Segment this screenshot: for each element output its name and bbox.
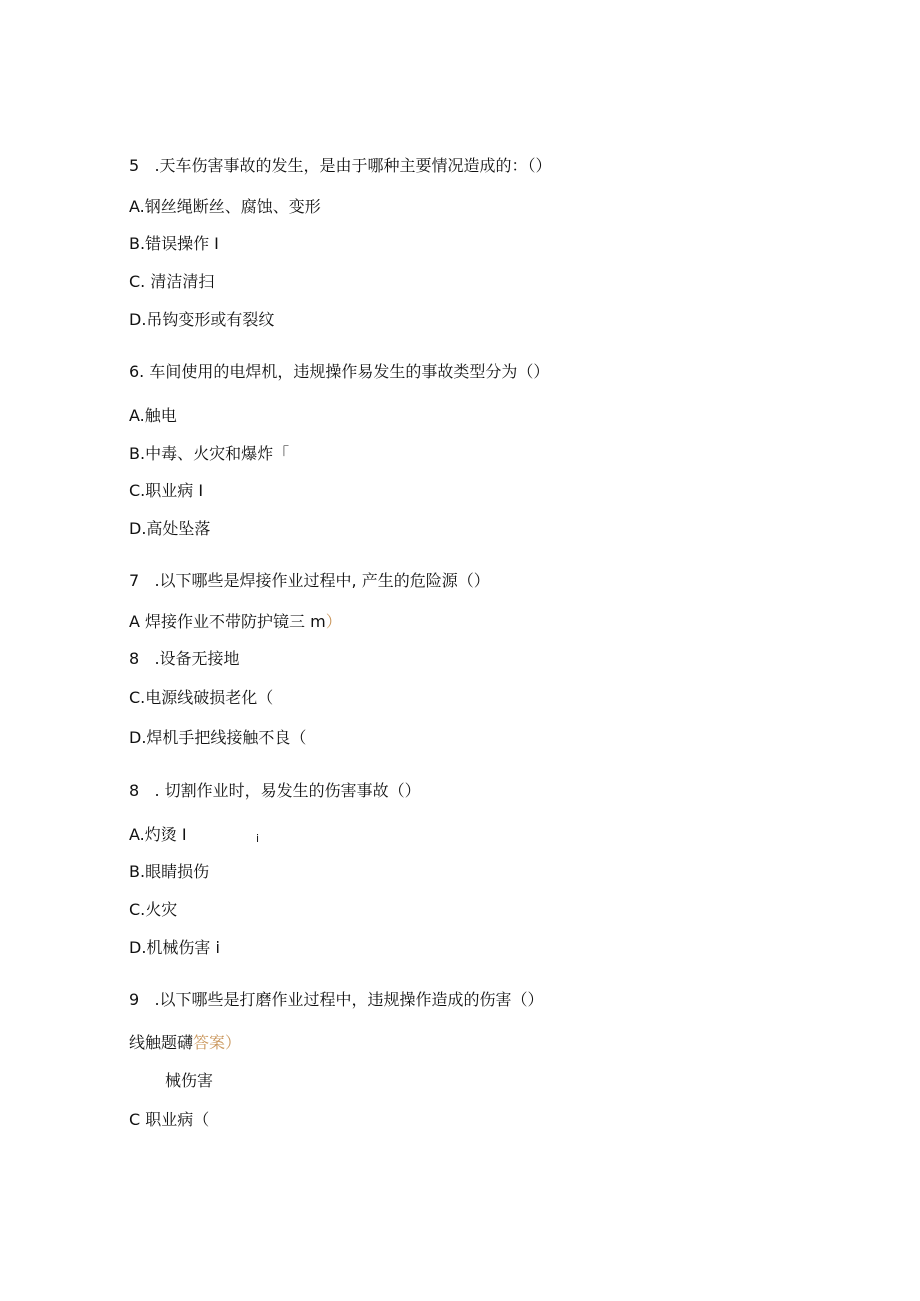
question-7-option-d: D.焊机手把线接触不良（	[129, 728, 307, 747]
question-6-option-d: D.高处坠落	[129, 519, 211, 538]
question-5-stem: 5 .天车伤害事故的发生，是由于哪种主要情况造成的：（）	[129, 156, 552, 175]
question-8-stem: 8 . 切割作业时，易发生的伤害事故（）	[129, 781, 421, 800]
stray-mark: i	[256, 832, 260, 845]
question-9-option-c: C 职业病（	[129, 1110, 210, 1129]
question-6-option-c: C.职业病 I	[129, 481, 204, 500]
question-6-option-a: A.触电	[129, 406, 177, 425]
question-6-stem: 6. 车间使用的电焊机，违规操作易发生的事故类型分为（）	[129, 362, 550, 381]
question-9-option-b: 械伤害	[165, 1071, 214, 1090]
question-7-option-a	[129, 612, 342, 632]
question-8-option-b: B.眼睛损伤	[129, 862, 210, 881]
question-5-option-d: D.吊钩变形或有裂纹	[129, 310, 275, 329]
question-7-option-b: 8 .设备无接地	[129, 649, 240, 668]
question-9-option-a	[129, 1033, 241, 1053]
question-5-option-c: C. 清洁清扫	[129, 272, 215, 291]
question-6-option-b: B.中毒、火灾和爆炸「	[129, 444, 290, 463]
question-7-option-a-text: A 焊接作业不带防护镜三 m	[129, 612, 326, 631]
question-7-option-a-mark: ）	[325, 612, 342, 631]
question-7-option-c: C.电源线破损老化（	[129, 688, 274, 707]
question-9-option-a-mark: 答案）	[193, 1033, 242, 1052]
question-8-option-c: C.火灾	[129, 900, 178, 919]
question-9-option-a-text: 线触题礴	[129, 1033, 194, 1052]
question-7-stem: 7 .以下哪些是焊接作业过程中, 产生的危险源（）	[129, 571, 490, 590]
question-5-option-a: A.钢丝绳断丝、腐蚀、变形	[129, 197, 321, 216]
question-5-option-b: B.错误操作 I	[129, 234, 219, 253]
question-8-option-a: A.灼烫 I	[129, 825, 187, 844]
question-9-stem: 9 .以下哪些是打磨作业过程中，违规操作造成的伤害（）	[129, 990, 544, 1009]
question-8-option-d: D.机械伤害 i	[129, 938, 220, 957]
